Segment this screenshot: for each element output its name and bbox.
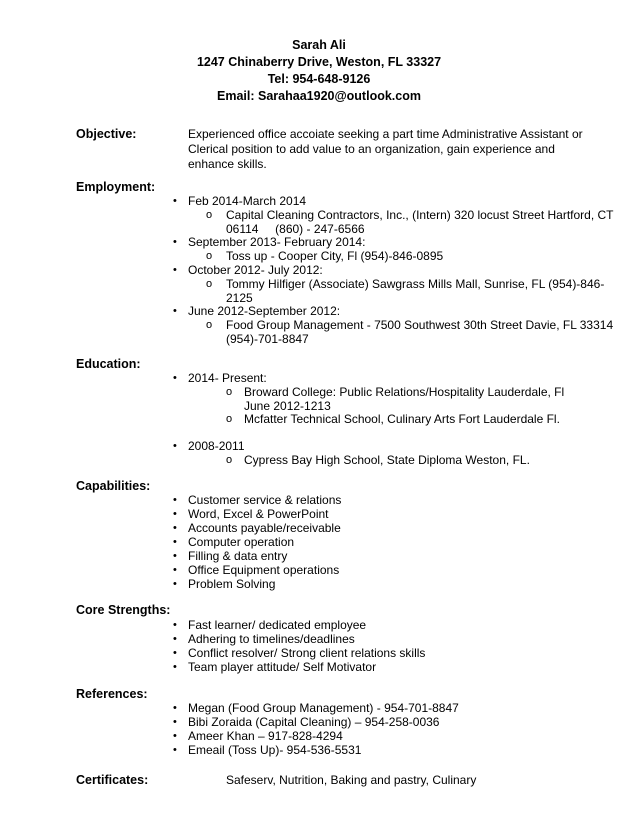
capability-item: Accounts payable/receivable: [188, 521, 341, 535]
education-detail: Mcfatter Technical School, Culinary Arts Fort Lauderdale Fl.: [244, 412, 560, 426]
bullet-icon: •: [173, 236, 177, 248]
education-detail: Cypress Bay High School, State Diploma Weston, FL.: [244, 453, 530, 467]
employment-detail: Food Group Management - 7500 Southwest 30th Street Davie, FL 33314: [226, 318, 614, 332]
bullet-icon: •: [173, 440, 177, 452]
bullet-icon: •: [173, 508, 177, 520]
employment-detail: Capital Cleaning Contractors, Inc., (Intern) 320 locust Street Hartford, CT: [226, 208, 614, 222]
bullet-icon: •: [173, 744, 177, 756]
bullet-icon: •: [173, 647, 177, 659]
employment-detail-cont: (954)-701-8847: [226, 332, 309, 346]
capability-item: Office Equipment operations: [188, 563, 340, 577]
capability-item: Computer operation: [188, 535, 295, 549]
circle-bullet-icon: o: [226, 386, 233, 398]
education-label: Education:: [76, 357, 141, 371]
capability-item: Problem Solving: [188, 577, 276, 591]
employment-label: Employment:: [76, 180, 156, 194]
bullet-icon: •: [173, 578, 177, 590]
candidate-name: Sarah Ali: [292, 38, 346, 52]
bullet-icon: •: [173, 550, 177, 562]
circle-bullet-icon: o: [206, 319, 213, 331]
circle-bullet-icon: o: [206, 250, 213, 262]
circle-bullet-icon: o: [206, 209, 213, 221]
bullet-icon: •: [173, 195, 177, 207]
strength-item: Adhering to timelines/deadlines: [188, 632, 355, 646]
bullet-icon: •: [173, 494, 177, 506]
bullet-icon: •: [173, 633, 177, 645]
capability-item: Customer service & relations: [188, 493, 342, 507]
education-detail: Broward College: Public Relations/Hospitality Lauderdale, Fl: [244, 385, 565, 399]
capability-item: Filling & data entry: [188, 549, 288, 563]
education-detail-cont: June 2012-1213: [244, 399, 331, 413]
bullet-icon: •: [173, 305, 177, 317]
bullet-icon: •: [173, 564, 177, 576]
reference-item: Megan (Food Group Management) - 954-701-8847: [188, 701, 459, 715]
bullet-icon: •: [173, 522, 177, 534]
bullet-icon: •: [173, 661, 177, 673]
strength-item: Conflict resolver/ Strong client relations skills: [188, 646, 426, 660]
reference-item: Bibi Zoraida (Capital Cleaning) – 954-258-0036: [188, 715, 440, 729]
resume-header: [0, 37, 638, 105]
circle-bullet-icon: o: [226, 454, 233, 466]
education-date: 2008-2011: [188, 439, 245, 453]
employment-detail: Toss up - Cooper City, Fl (954)-846-0895: [226, 249, 444, 263]
certificates-label: Certificates:: [76, 773, 149, 787]
employment-date: Feb 2014-March 2014: [188, 194, 307, 208]
employment-date: September 2013- February 2014:: [188, 235, 366, 249]
employment-date: October 2012- July 2012:: [188, 263, 323, 277]
employment-detail-cont: 2125: [226, 291, 253, 305]
capabilities-label: Capabilities:: [76, 479, 151, 493]
employment-detail-cont: 06114 (860) - 247-6566: [226, 222, 365, 236]
bullet-icon: •: [173, 702, 177, 714]
reference-item: Emeail (Toss Up)- 954-536-5531: [188, 743, 362, 757]
references-label: References:: [76, 687, 148, 701]
reference-item: Ameer Khan – 917-828-4294: [188, 729, 343, 743]
education-date: 2014- Present:: [188, 371, 267, 385]
core-strengths-label: Core Strengths:: [76, 603, 171, 617]
bullet-icon: •: [173, 372, 177, 384]
objective-label: Objective:: [76, 127, 137, 141]
strength-item: Team player attitude/ Self Motivator: [188, 660, 377, 674]
circle-bullet-icon: o: [226, 413, 233, 425]
strength-item: Fast learner/ dedicated employee: [188, 618, 367, 632]
certificates-text: Safeserv, Nutrition, Baking and pastry, Culinary: [226, 773, 477, 787]
employment-date: June 2012-September 2012:: [188, 304, 341, 318]
bullet-icon: •: [173, 619, 177, 631]
candidate-address: 1247 Chinaberry Drive, Weston, FL 33327: [196, 55, 442, 69]
bullet-icon: •: [173, 730, 177, 742]
bullet-icon: •: [173, 716, 177, 728]
candidate-email: Email: Sarahaa1920@outlook.com: [217, 89, 421, 103]
bullet-icon: •: [173, 536, 177, 548]
objective-text: Experienced office accoiate seeking a part time Administrative Assistant or Clerical position to add value to an organization, gain experience and enhance skills.: [188, 127, 583, 171]
circle-bullet-icon: o: [206, 278, 213, 290]
employment-detail: Tommy Hilfiger (Associate) Sawgrass Mills Mall, Sunrise, FL (954)-846-: [226, 277, 605, 291]
bullet-icon: •: [173, 264, 177, 276]
capability-item: Word, Excel & PowerPoint: [188, 507, 329, 521]
candidate-phone: Tel: 954-648-9126: [267, 72, 371, 86]
